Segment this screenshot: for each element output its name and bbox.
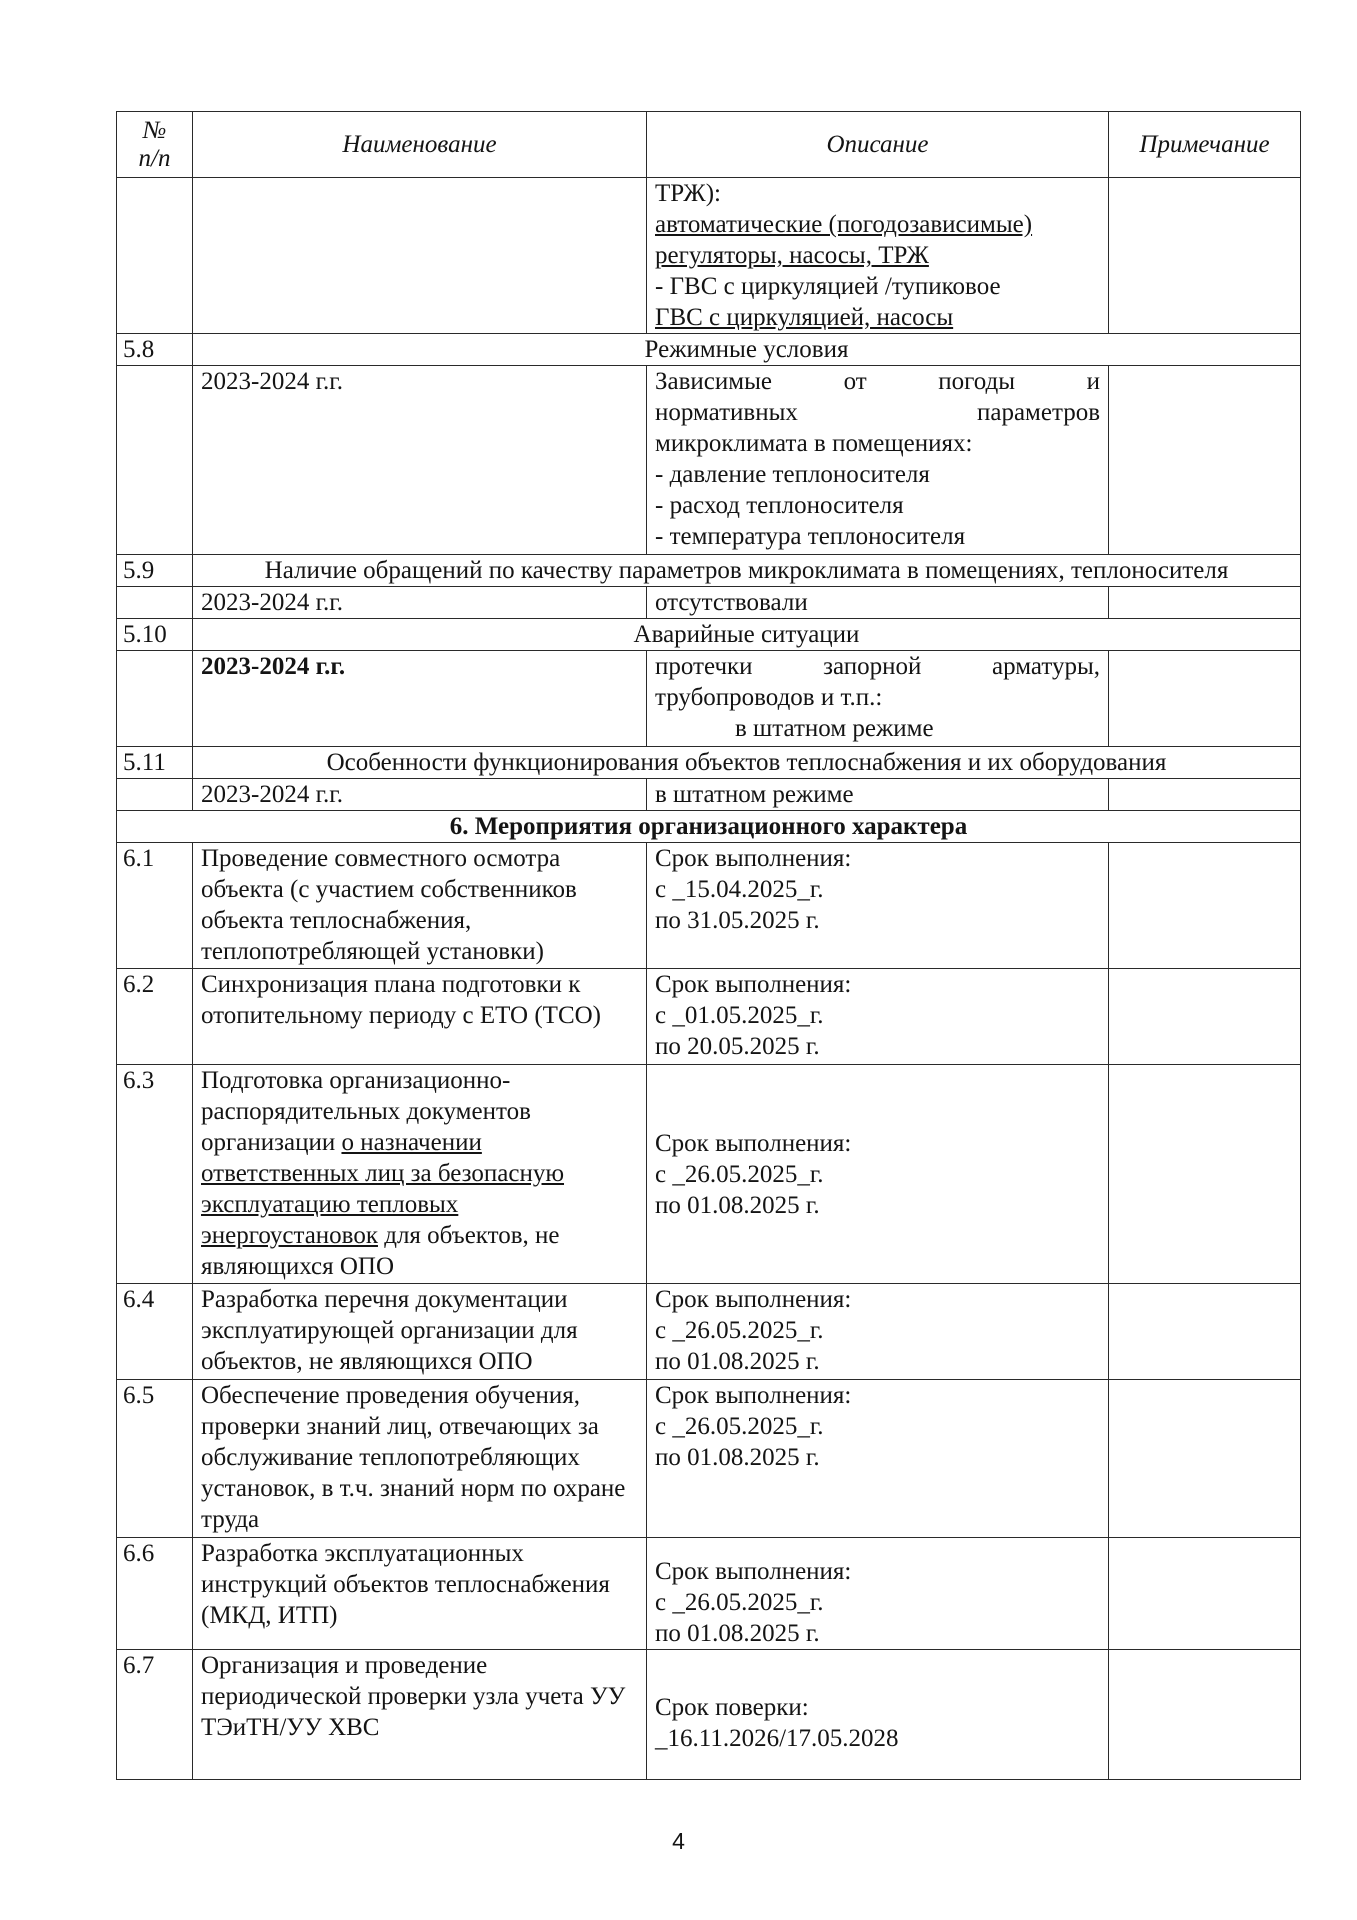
period-label: 2023-2024 г.г. xyxy=(193,366,647,555)
period-label: 2023-2024 г.г. xyxy=(193,651,647,747)
cell-note xyxy=(1109,651,1301,747)
header-num: № п/п xyxy=(117,112,193,178)
desc-line: с _15.04.2025_г. xyxy=(655,876,824,903)
row-number: 5.10 xyxy=(117,619,193,651)
measures-table xyxy=(116,111,1301,1780)
desc-line: ТРЖ): xyxy=(655,180,721,207)
table-row-5-8 xyxy=(117,366,1301,555)
row-number: 6.5 xyxy=(117,1380,193,1538)
cell-desc xyxy=(647,969,1109,1065)
desc-line: микроклимата в помещениях: xyxy=(655,430,973,457)
desc-line: с _26.05.2025_г. xyxy=(655,1413,824,1440)
section-title: 6. Мероприятия организационного характера xyxy=(117,811,1301,843)
header-name: Наименование xyxy=(193,112,647,178)
section-subtitle: Аварийные ситуации xyxy=(193,619,1301,651)
cell-desc xyxy=(647,1065,1109,1284)
desc-line: Срок поверки: xyxy=(655,1694,809,1721)
desc-line: трубопроводов и т.п.: xyxy=(655,684,883,711)
desc-line: по 01.08.2025 г. xyxy=(655,1191,820,1219)
desc-line: - ГВС с циркуляцией /тупиковое xyxy=(655,273,1001,300)
desc-line: - расход теплоносителя xyxy=(655,492,904,519)
cell-desc xyxy=(647,1538,1109,1650)
period-label: 2023-2024 г.г. xyxy=(193,587,647,619)
cell-num xyxy=(117,178,193,334)
desc-line: в штатном режиме xyxy=(735,715,934,742)
cell-note xyxy=(1109,1065,1301,1284)
cell-num xyxy=(117,779,193,811)
period-label: 2023-2024 г.г. xyxy=(193,779,647,811)
row-number: 5.11 xyxy=(117,747,193,779)
table-row-5-10 xyxy=(117,651,1301,747)
cell-desc xyxy=(647,1284,1109,1380)
measure-name: Разработка эксплуатационных инструкций объектов теплоснабжения (МКД, ИТП) xyxy=(193,1538,647,1650)
desc-line: с _26.05.2025_г. xyxy=(655,1160,824,1188)
cell-desc xyxy=(647,651,1109,747)
table-row-5-11-title xyxy=(117,747,1301,779)
row-number: 6.3 xyxy=(117,1065,193,1284)
row-number: 6.6 xyxy=(117,1538,193,1650)
table-row-6-4 xyxy=(117,1284,1301,1380)
desc-line: автоматические (погодозависимые) xyxy=(655,211,1033,238)
header-note: Примечание xyxy=(1109,112,1301,178)
cell-note xyxy=(1109,587,1301,619)
table-row-continued xyxy=(117,178,1301,334)
cell-num xyxy=(117,651,193,747)
desc-line: по 31.05.2025 г. xyxy=(655,907,820,934)
desc-line: Срок выполнения: xyxy=(655,1286,852,1313)
row-number: 6.2 xyxy=(117,969,193,1065)
desc-line: по 01.08.2025 г. xyxy=(655,1348,820,1375)
table-row-5-10-title xyxy=(117,619,1301,651)
section-subtitle: Наличие обращений по качеству параметров микроклимата в помещениях, теплоносителя xyxy=(193,555,1301,587)
measure-name: Синхронизация плана подготовки к отопительному периоду с ЕТО (ТСО) xyxy=(193,969,647,1065)
cell-note xyxy=(1109,1538,1301,1650)
desc-line: по 20.05.2025 г. xyxy=(655,1033,820,1060)
table-row-6-2 xyxy=(117,969,1301,1065)
desc-line: Срок выполнения: xyxy=(655,971,852,998)
measure-name-underlined: о назначении ответственных лиц за безопасную эксплуатацию тепловых энергоустановок xyxy=(201,1129,565,1249)
cell-note xyxy=(1109,1380,1301,1538)
table-header-row xyxy=(117,112,1301,178)
row-number: 6.4 xyxy=(117,1284,193,1380)
cell-note xyxy=(1109,779,1301,811)
table-row-6-3 xyxy=(117,1065,1301,1284)
measure-name xyxy=(193,1065,647,1284)
desc-line: Срок выполнения: xyxy=(655,1129,852,1157)
desc-line: нормативных параметров xyxy=(655,399,1100,426)
desc-line: _16.11.2026/17.05.2028 xyxy=(655,1725,899,1752)
section-subtitle: Режимные условия xyxy=(193,334,1301,366)
cell-note xyxy=(1109,969,1301,1065)
header-desc: Описание xyxy=(647,112,1109,178)
row-number: 6.1 xyxy=(117,843,193,969)
table-row-5-11 xyxy=(117,779,1301,811)
cell-desc xyxy=(647,366,1109,555)
desc-line: регуляторы, насосы, ТРЖ xyxy=(655,242,929,269)
table-row-6-6 xyxy=(117,1538,1301,1650)
cell-note xyxy=(1109,1650,1301,1780)
measure-name: Разработка перечня документации эксплуатирующей организации для объектов, не являющихся ОПО xyxy=(193,1284,647,1380)
cell-desc xyxy=(647,1650,1109,1780)
desc-line: Зависимые от погоды и xyxy=(655,368,1100,395)
measure-name-part: Подготовка организационно-распорядительных документов организации xyxy=(201,1067,531,1156)
cell-desc xyxy=(647,178,1109,334)
page-number: 4 xyxy=(672,1828,685,1854)
row-number: 6.7 xyxy=(117,1650,193,1780)
section-subtitle: Особенности функционирования объектов теплоснабжения и их оборудования xyxy=(193,747,1301,779)
cell-note xyxy=(1109,366,1301,555)
table-row-6-7 xyxy=(117,1650,1301,1780)
desc-line: Срок выполнения: xyxy=(655,1382,852,1409)
measure-name: Проведение совместного осмотра объекта (с участием собственников объекта теплоснабжения, теплопотребляющей установки) xyxy=(193,843,647,969)
cell-desc: в штатном режиме xyxy=(647,779,1109,811)
desc-line: - давление теплоносителя xyxy=(655,461,930,488)
table-row-5-9-title xyxy=(117,555,1301,587)
desc-line: по 01.08.2025 г. xyxy=(655,1444,820,1471)
row-number: 5.9 xyxy=(117,555,193,587)
cell-note xyxy=(1109,178,1301,334)
desc-line: по 01.08.2025 г. xyxy=(655,1620,820,1647)
cell-note xyxy=(1109,1284,1301,1380)
section-6-header-row xyxy=(117,811,1301,843)
desc-line: Срок выполнения: xyxy=(655,845,852,872)
cell-desc xyxy=(647,843,1109,969)
table-row-6-1 xyxy=(117,843,1301,969)
table-row-5-9 xyxy=(117,587,1301,619)
desc-line: с _26.05.2025_г. xyxy=(655,1317,824,1344)
desc-line: Срок выполнения: xyxy=(655,1558,852,1585)
table-row-6-5 xyxy=(117,1380,1301,1538)
measure-name: Обеспечение проведения обучения, проверки знаний лиц, отвечающих за обслуживание теплопотребляющих установок, в т.ч. знаний норм по охране труда xyxy=(193,1380,647,1538)
measure-name-part: для объектов, не являющихся ОПО xyxy=(201,1222,560,1280)
desc-line: ГВС с циркуляцией, насосы xyxy=(655,304,954,331)
desc-line: с _26.05.2025_г. xyxy=(655,1589,824,1616)
desc-line: - температура теплоносителя xyxy=(655,523,966,550)
desc-line: протечки запорной арматуры, xyxy=(655,653,1100,680)
measure-name: Организация и проведение периодической проверки узла учета УУ ТЭиТН/УУ ХВС xyxy=(193,1650,647,1780)
cell-note xyxy=(1109,843,1301,969)
row-number: 5.8 xyxy=(117,334,193,366)
table-row-5-8-title xyxy=(117,334,1301,366)
cell-num xyxy=(117,587,193,619)
cell-desc: отсутствовали xyxy=(647,587,1109,619)
cell-desc xyxy=(647,1380,1109,1538)
cell-name xyxy=(193,178,647,334)
desc-line: с _01.05.2025_г. xyxy=(655,1002,824,1029)
cell-num xyxy=(117,366,193,555)
